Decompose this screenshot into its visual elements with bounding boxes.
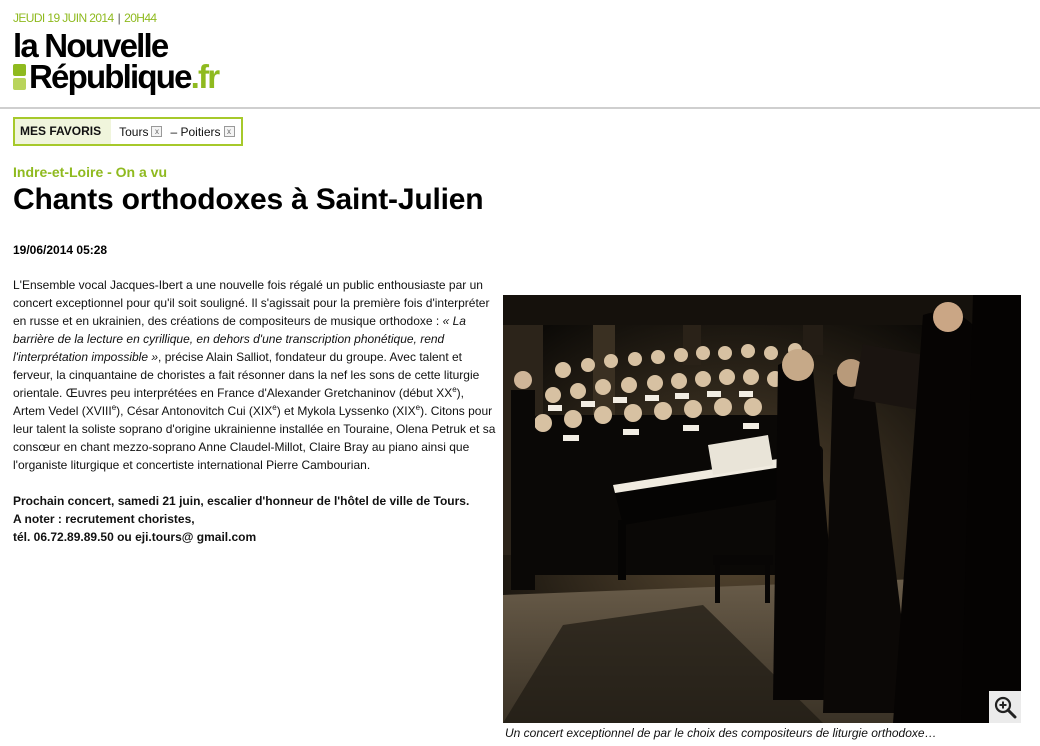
article-paragraph: L'Ensemble vocal Jacques-Ibert a une nouvelle fois régalé un public enthousiaste par un concert exceptionnel pour qu'il soit souligné. Il s'agissait pour la première fois d'interpréter en russe et en ukrainien, des créations de compositeurs de musique orthodoxe : « La barrière de la lecture en cyrillique, en dehors d'une transcription phonétique, rend l'interprétation impossible », précise Alain Salliot, fondateur du groupe. Avec talent et ferveur, la cinquantaine de choristes a fait résonner dans la nef les sons de cette liturgie orientale. Œuvres peu interprétées en France d'Alexander Gretchaninov (début XXe), Artem Vedel (XVIIIe), César Antonovitch Cui (XIXe) et Mykola Lyssenko (XIXe). Citons pour leur talent la soliste soprano d'origine ukrainienne installée en Touraine, Olena Petruk et sa consœur en chant mezzo-soprano Anne Claudel-Millot, Claire Bray au piano ainsi que l'organiste liturgique et concertiste international Pierre Cambourian.	[13, 278, 496, 472]
article-call-to-action: Prochain concert, samedi 21 juin, escalier d'honneur de l'hôtel de ville de Tours. A noter : recrutement choristes, tél. 06.72.89.89.50 ou eji.tours@ gmail.com	[13, 494, 470, 544]
remove-favorite-icon[interactable]: x	[151, 126, 162, 137]
logo-line1: la Nouvelle	[13, 27, 168, 64]
zoom-in-icon	[993, 695, 1017, 719]
favorite-label[interactable]: Tours	[119, 124, 149, 139]
article-quote: « La barrière de la lecture en cyrillique, en dehors d'une transcription phonétique, rend l'interprétation impossible »	[13, 314, 466, 364]
article-title: Chants orthodoxes à Saint-Julien	[13, 183, 484, 216]
photo-caption: Un concert exceptionnel de par le choix des compositeurs de liturgie orthodoxe…	[505, 726, 937, 740]
zoom-button[interactable]	[989, 691, 1021, 723]
favorite-tag-tours[interactable]	[119, 125, 162, 139]
article-body	[13, 276, 498, 546]
remove-favorite-icon[interactable]: x	[224, 126, 235, 137]
logo-line2: République	[29, 58, 191, 95]
current-time: 20H44	[124, 11, 157, 25]
favorite-label[interactable]: – Poitiers	[170, 124, 221, 139]
publication-date: 19/06/2014 05:28	[13, 243, 108, 257]
favorites-bar	[13, 117, 243, 146]
dateline: JEUDI 19 JUIN 2014 | 20H44	[13, 11, 157, 25]
logo-tld: .fr	[190, 58, 219, 95]
site-logo[interactable]	[13, 27, 219, 95]
favorite-tag-poitiers[interactable]	[170, 125, 234, 139]
favorites-title: MES FAVORIS	[15, 119, 111, 144]
current-date: JEUDI 19 JUIN 2014	[13, 11, 114, 25]
choir-concert-image	[503, 295, 1021, 723]
header-divider	[0, 107, 1040, 109]
article-photo[interactable]	[503, 295, 1021, 723]
article-rubric[interactable]: Indre-et-Loire - On a vu	[13, 164, 168, 180]
logo-mark-icon	[13, 64, 26, 90]
